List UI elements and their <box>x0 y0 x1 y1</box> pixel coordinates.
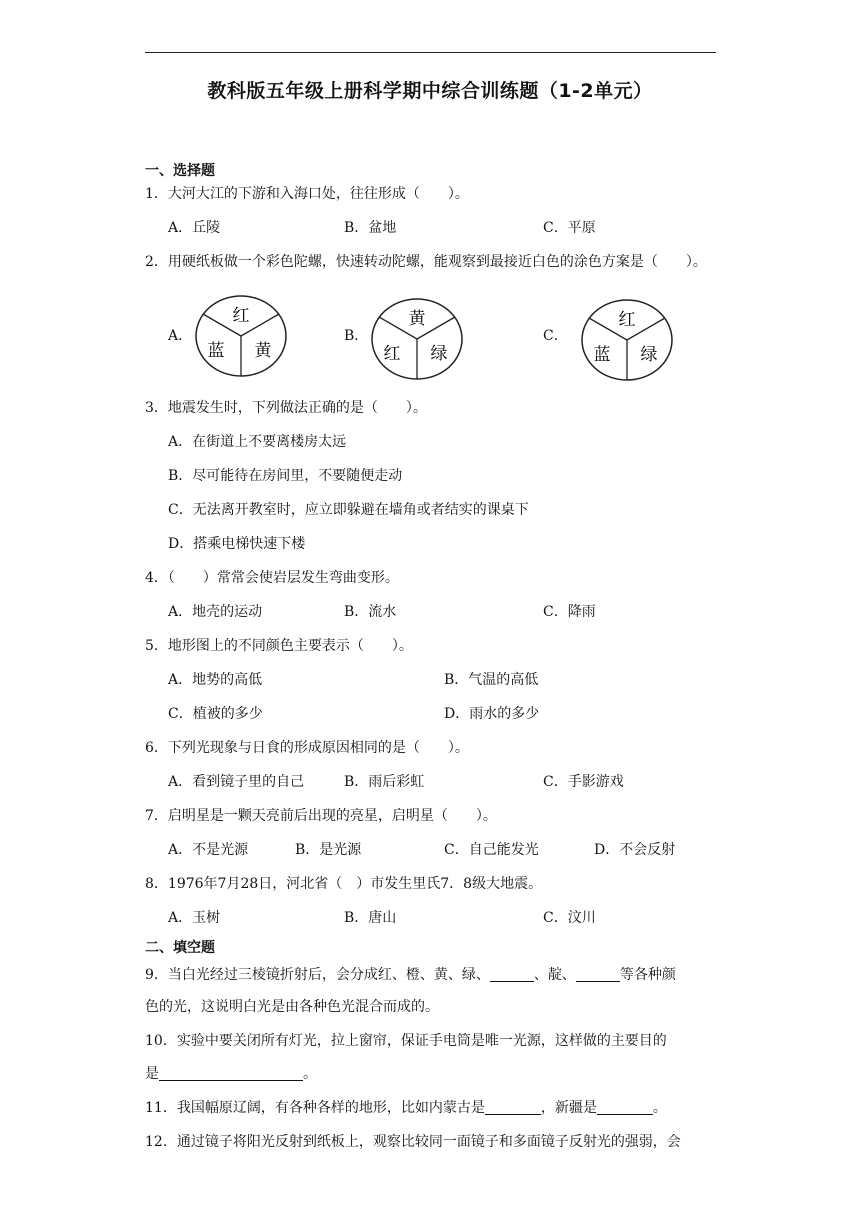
top-disc-b <box>370 297 464 385</box>
disc-c-sector-top: 红 <box>618 310 636 330</box>
question-10-text-3: 。 <box>303 1066 317 1082</box>
answer-blank[interactable] <box>159 1066 303 1081</box>
question-10-text-2: 是 <box>145 1066 159 1082</box>
question-9-text-1: 9．当白光经过三棱镜折射后，会分成红、橙、黄、绿、 <box>145 967 490 983</box>
section-heading-fill: 二、填空题 <box>145 940 215 956</box>
question-2-option-b-label: B． <box>344 328 369 344</box>
question-7-option-a: A．不是光源 <box>168 842 249 858</box>
question-5-stem: 5．地形图上的不同颜色主要表示（ ）。 <box>145 638 413 654</box>
answer-blank[interactable] <box>485 1100 541 1115</box>
question-7-option-b: B．是光源 <box>295 842 362 858</box>
question-5-option-a: A．地势的高低 <box>168 672 263 688</box>
section-heading-choice: 一、选择题 <box>145 163 215 179</box>
answer-blank[interactable] <box>597 1100 653 1115</box>
question-4-option-a: A．地壳的运动 <box>168 604 263 620</box>
question-5-option-b: B．气温的高低 <box>444 672 539 688</box>
question-3-option-c: C．无法离开教室时，应立即躲避在墙角或者结实的课桌下 <box>168 502 529 518</box>
question-3-option-b: B．尽可能待在房间里，不要随便走动 <box>168 468 403 484</box>
disc-b-sector-top: 黄 <box>408 309 426 329</box>
disc-a-sector-right: 黄 <box>254 341 272 361</box>
question-7-option-d: D．不会反射 <box>594 842 676 858</box>
question-1-option-b: B．盆地 <box>344 220 397 236</box>
top-disc-a <box>194 294 288 382</box>
question-6-option-b: B．雨后彩虹 <box>344 774 425 790</box>
question-4-option-c: C．降雨 <box>543 604 596 620</box>
question-2-option-c-label: C． <box>543 328 568 344</box>
question-3-option-a: A．在街道上不要离楼房太远 <box>168 434 347 450</box>
header-rule <box>145 52 716 53</box>
question-8-stem: 8．1976年7月28日，河北省（ ）市发生里氏7．8级大地震。 <box>145 876 543 892</box>
question-4-stem: 4．（ ）常常会使岩层发生弯曲变形。 <box>145 570 399 586</box>
question-8-option-a: A．玉树 <box>168 910 221 926</box>
question-7-option-c: C．自己能发光 <box>444 842 539 858</box>
question-2-option-a-label: A． <box>168 328 193 344</box>
question-11-text-1: 11．我国幅原辽阔，有各种各样的地形，比如内蒙古是 <box>145 1100 485 1116</box>
question-10-line-2 <box>145 1064 317 1084</box>
question-3-option-d: D．搭乘电梯快速下楼 <box>168 536 306 552</box>
question-9-text-3: 等各种颜 <box>619 967 676 983</box>
question-5-option-d: D．雨水的多少 <box>444 706 540 722</box>
question-8-option-b: B．唐山 <box>344 910 397 926</box>
question-11-text-3: 。 <box>652 1100 667 1116</box>
question-2-stem: 2．用硬纸板做一个彩色陀螺，快速转动陀螺，能观察到最接近白色的涂色方案是（ ）。 <box>145 254 707 270</box>
question-3-stem: 3．地震发生时，下列做法正确的是（ ）。 <box>145 400 427 416</box>
disc-a-sector-left: 蓝 <box>207 341 225 361</box>
disc-c-sector-right: 绿 <box>640 345 658 365</box>
question-6-option-c: C．手影游戏 <box>543 774 624 790</box>
question-9-line-1 <box>145 965 676 985</box>
question-9-line-2: 色的光，这说明白光是由各种色光混合而成的。 <box>145 999 439 1015</box>
question-8-option-c: C．汶川 <box>543 910 596 926</box>
disc-b-sector-left: 红 <box>383 344 401 364</box>
question-10-line-1: 10．实验中要关闭所有灯光，拉上窗帘，保证手电筒是唯一光源，这样做的主要目的 <box>145 1033 667 1049</box>
question-7-stem: 7．启明星是一颗天亮前后出现的亮星，启明星（ ）。 <box>145 808 497 824</box>
question-5-option-c: C．植被的多少 <box>168 706 263 722</box>
question-6-option-a: A．看到镜子里的自己 <box>168 774 305 790</box>
top-disc-c <box>580 298 674 386</box>
question-1-stem: 1．大河大江的下游和入海口处，往往形成（ ）。 <box>145 186 469 202</box>
disc-a-sector-top: 红 <box>232 306 250 326</box>
question-11-line <box>145 1098 667 1118</box>
question-12-line-1: 12．通过镜子将阳光反射到纸板上，观察比较同一面镜子和多面镜子反射光的强弱，会 <box>145 1134 681 1150</box>
answer-blank[interactable] <box>490 967 534 982</box>
disc-c-sector-left: 蓝 <box>593 345 611 365</box>
question-1-option-a: A．丘陵 <box>168 220 221 236</box>
page-title: 教科版五年级上册科学期中综合训练题（1-2单元） <box>207 80 653 102</box>
question-9-text-2: 、靛、 <box>533 967 576 983</box>
question-4-option-b: B．流水 <box>344 604 397 620</box>
question-11-text-2: ，新疆是 <box>540 1100 597 1116</box>
disc-b-sector-right: 绿 <box>430 344 448 364</box>
answer-blank[interactable] <box>576 967 620 982</box>
question-1-option-c: C．平原 <box>543 220 596 236</box>
question-6-stem: 6．下列光现象与日食的形成原因相同的是（ ）。 <box>145 740 469 756</box>
